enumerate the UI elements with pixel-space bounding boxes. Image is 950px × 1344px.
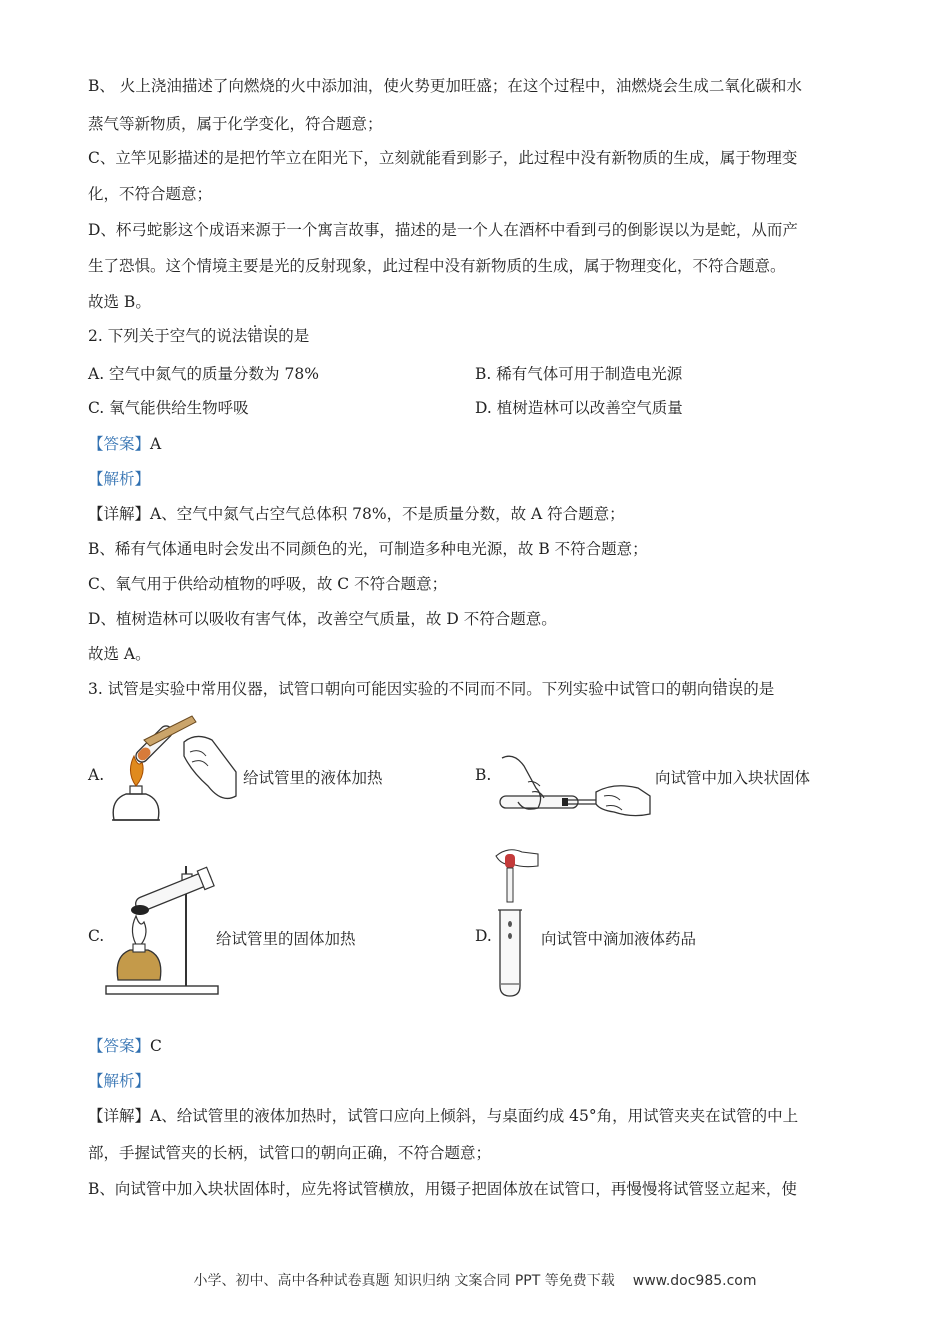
solid-heating-iron-stand-illustration [104,858,224,998]
q3-stem-emphasis-1: 错 [712,680,728,698]
q3-option-a-caption: 给试管里的液体加热 [243,769,383,787]
q3-option-c-label: C. [88,927,105,945]
q2-analysis-label: 【解析】 [88,470,151,488]
q2-stem-suffix: 的是 [278,327,310,345]
q2-detail-tag: 【详解】 [88,505,151,523]
q2-detail-a-text: A、空气中氮气占空气总体积 78%，不是质量分数，故 A 符合题意； [150,505,625,523]
q3-stem-suffix: 的是 [743,680,775,698]
q2-detail-c: C、氧气用于供给动植物的呼吸，故 C 不符合题意； [88,575,448,593]
q2-conclusion: 故选 A。 [88,645,151,663]
q2-option-c: C. 氧气能供给生物呼吸 [88,399,249,417]
block-solid-adding-illustration [494,752,654,822]
q2-stem-emphasis-1: 错 [247,327,263,345]
q1-conclusion: 故选 B。 [88,293,151,311]
q1-option-b-line2: 蒸气等新物质，属于化学变化，符合题意； [88,115,383,133]
q3-option-c-caption: 给试管里的固体加热 [216,930,356,948]
q2-option-d: D. 植树造林可以改善空气质量 [475,399,683,417]
dropper-test-tube-illustration [492,846,542,998]
q3-stem [88,679,774,699]
q3-detail-a-line2: 部，手握试管夹的长柄，试管口的朝向正确，不符合题意； [88,1144,492,1162]
q2-answer-tag: 【答案】 [88,435,151,453]
q1-option-c-line2: 化，不符合题意； [88,185,213,203]
q3-detail-tag: 【详解】 [88,1107,151,1125]
q3-detail-a-line1 [88,1106,798,1126]
q2-option-b: B. 稀有气体可用于制造电光源 [475,365,683,383]
page-footer [0,1270,950,1290]
q2-stem-emphasis-2: 误 [262,327,279,345]
q2-analysis-tag [88,469,150,489]
q2-option-a: A. 空气中氮气的质量分数为 78% [88,365,319,383]
q3-option-a-label: A. [88,766,105,784]
q3-stem-emphasis-2: 误 [727,680,744,698]
q1-option-d-line1: D、杯弓蛇影这个成语来源于一个寓言故事，描述的是一个人在酒杯中看到弓的倒影误以为是蛇，从而产 [88,221,798,239]
q2-answer-value: A [150,435,162,453]
q2-stem [88,326,309,346]
q2-answer [88,434,161,454]
q3-stem-prefix: 3. 试管是实验中常用仪器，试管口朝向可能因实验的不同而不同。下列实验中试管口的朝向 [88,680,713,698]
q3-option-b-label: B. [475,766,492,784]
q1-option-d-line2: 生了恐惧。这个情境主要是光的反射现象，此过程中没有新物质的生成，属于物理变化，不符合题意。 [88,257,786,275]
q3-analysis-label: 【解析】 [88,1072,151,1090]
q3-analysis-tag [88,1071,150,1091]
q3-option-d-label: D. [475,927,492,945]
q2-detail-b: B、稀有气体通电时会发出不同颜色的光，可制造多种电光源，故 B 不符合题意； [88,540,648,558]
q3-detail-b-line1: B、向试管中加入块状固体时，应先将试管横放，用镊子把固体放在试管口，再慢慢将试管竖立起来，使 [88,1180,797,1198]
q2-detail-d: D、植树造林可以吸收有害气体，改善空气质量，故 D 不符合题意。 [88,610,557,628]
q3-detail-a-text: A、给试管里的液体加热时，试管口应向上倾斜，与桌面约成 45°角，用试管夹夹在试管的中上 [150,1107,799,1125]
q3-answer [88,1036,162,1056]
q3-answer-value: C [150,1037,162,1055]
footer-text: 小学、初中、高中各种试卷真题 知识归纳 文案合同 PPT 等免费下载 [193,1273,615,1289]
q2-detail-a [88,504,625,524]
q2-stem-prefix: 2. 下列关于空气的说法 [88,327,248,345]
q3-option-d-caption: 向试管中滴加液体药品 [541,930,697,948]
liquid-heating-illustration [104,712,244,830]
q1-option-c-line1: C、立竿见影描述的是把竹竿立在阳光下，立刻就能看到影子，此过程中没有新物质的生成，属于物理变 [88,149,798,167]
q3-answer-tag: 【答案】 [88,1037,151,1055]
q1-option-b-line1: B、 火上浇油描述了向燃烧的火中添加油，使火势更加旺盛；在这个过程中，油燃烧会生成二氧化碳和水 [88,77,802,95]
q3-option-b-caption: 向试管中加入块状固体 [655,769,811,787]
footer-url[interactable]: www.doc985.com [632,1273,757,1289]
